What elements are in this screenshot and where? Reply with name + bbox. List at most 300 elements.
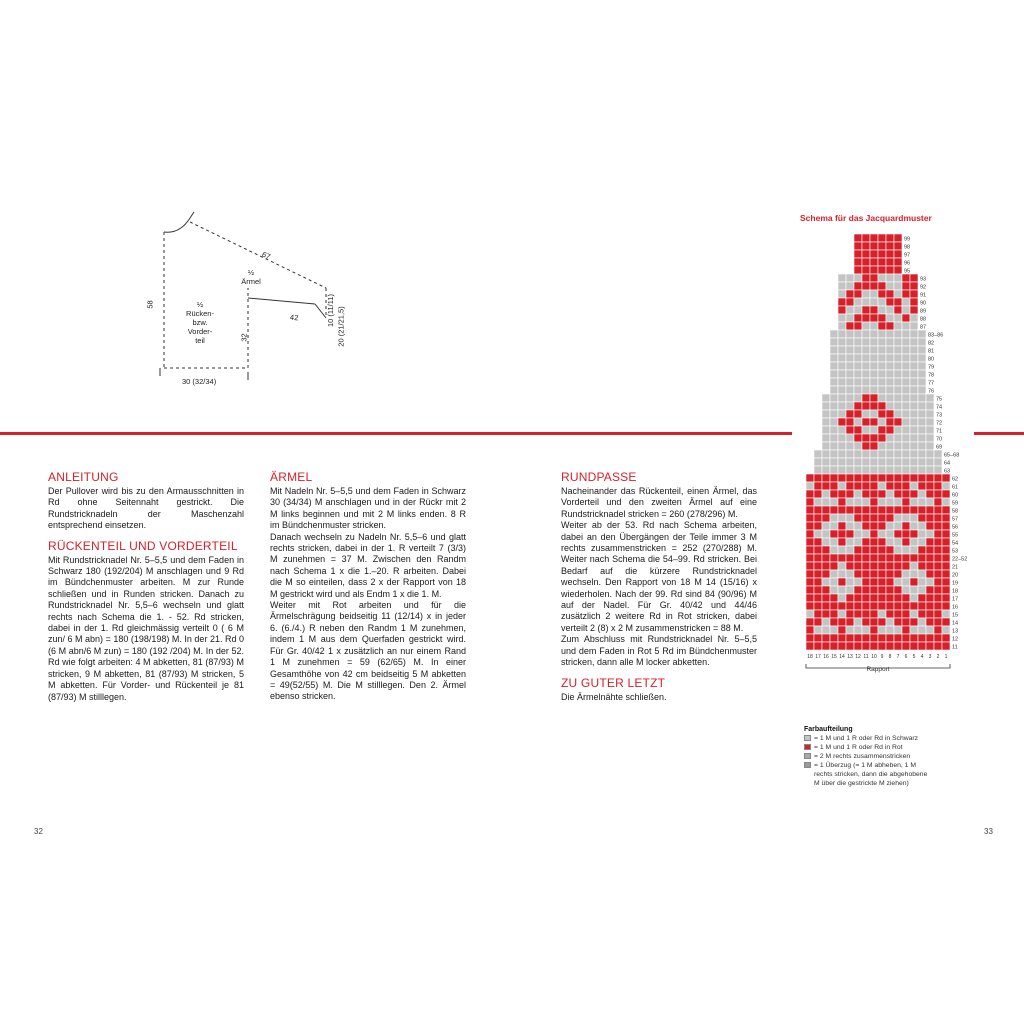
chart-row-label: 62 bbox=[952, 476, 959, 483]
chart-cell bbox=[894, 362, 902, 370]
chart-cell bbox=[838, 514, 846, 522]
chart-col-number: 1 bbox=[944, 654, 948, 660]
chart-cell bbox=[838, 370, 846, 378]
chart-cell bbox=[934, 538, 942, 546]
chart-cell bbox=[838, 586, 846, 594]
chart-cell bbox=[886, 530, 894, 538]
chart-cell bbox=[854, 354, 862, 362]
chart-cell bbox=[854, 530, 862, 538]
chart-cell bbox=[902, 546, 910, 554]
chart-col-number: 15 bbox=[831, 654, 837, 660]
chart-cell bbox=[894, 378, 902, 386]
chart-cell bbox=[926, 586, 934, 594]
chart-cell bbox=[902, 530, 910, 538]
chart-cell bbox=[918, 370, 926, 378]
chart-cell bbox=[894, 346, 902, 354]
chart-cell bbox=[918, 466, 926, 474]
chart-row-label: 89 bbox=[920, 308, 927, 315]
chart-cell bbox=[814, 634, 822, 642]
chart-cell bbox=[886, 266, 894, 274]
chart-cell bbox=[910, 474, 918, 482]
chart-cell bbox=[894, 610, 902, 618]
chart-cell bbox=[846, 474, 854, 482]
chart-cell bbox=[934, 626, 942, 634]
chart-row-label: 19 bbox=[952, 580, 959, 587]
chart-cell bbox=[862, 306, 870, 314]
chart-cell bbox=[878, 378, 886, 386]
chart-cell bbox=[878, 266, 886, 274]
chart-cell bbox=[846, 538, 854, 546]
chart-cell bbox=[854, 586, 862, 594]
chart-cell bbox=[838, 418, 846, 426]
chart-cell bbox=[862, 602, 870, 610]
chart-cell bbox=[878, 466, 886, 474]
chart-cell bbox=[814, 602, 822, 610]
chart-cell bbox=[862, 450, 870, 458]
chart-cell bbox=[862, 242, 870, 250]
chart-cell bbox=[894, 282, 902, 290]
chart-row-label: 56 bbox=[952, 524, 959, 531]
chart-row-label: 92 bbox=[920, 284, 927, 291]
chart-cell bbox=[838, 378, 846, 386]
chart-cell bbox=[830, 394, 838, 402]
chart-cell bbox=[870, 586, 878, 594]
chart-cell bbox=[902, 402, 910, 410]
chart-cell bbox=[822, 474, 830, 482]
chart-cell bbox=[918, 570, 926, 578]
chart-cell bbox=[926, 394, 934, 402]
chart-cell bbox=[926, 482, 934, 490]
chart-cell bbox=[878, 546, 886, 554]
chart-cell bbox=[934, 570, 942, 578]
chart-cell bbox=[806, 626, 814, 634]
chart-cell bbox=[862, 562, 870, 570]
chart-cell bbox=[838, 458, 846, 466]
chart-cell bbox=[886, 442, 894, 450]
chart-cell bbox=[838, 466, 846, 474]
chart-cell bbox=[806, 506, 814, 514]
chart-cell bbox=[910, 346, 918, 354]
chart-cell bbox=[902, 274, 910, 282]
chart-cell bbox=[902, 458, 910, 466]
chart-cell bbox=[838, 482, 846, 490]
chart-cell bbox=[862, 498, 870, 506]
chart-cell bbox=[894, 250, 902, 258]
chart-cell bbox=[902, 514, 910, 522]
chart-cell bbox=[902, 282, 910, 290]
chart-cell bbox=[910, 282, 918, 290]
chart-cell bbox=[878, 338, 886, 346]
chart-col-number: 12 bbox=[855, 654, 861, 660]
chart-cell bbox=[894, 538, 902, 546]
chart-cell bbox=[854, 450, 862, 458]
legend-item-black: = 1 M und 1 R oder Rd in Schwarz bbox=[804, 734, 927, 743]
chart-cell bbox=[894, 522, 902, 530]
chart-cell bbox=[854, 330, 862, 338]
chart-cell bbox=[926, 450, 934, 458]
chart-cell bbox=[886, 274, 894, 282]
chart-cell bbox=[854, 290, 862, 298]
chart-cell bbox=[870, 394, 878, 402]
chart-cell bbox=[910, 322, 918, 330]
chart-cell bbox=[862, 506, 870, 514]
chart-cell bbox=[830, 346, 838, 354]
chart-cell bbox=[846, 314, 854, 322]
chart-cell bbox=[862, 458, 870, 466]
chart-cell bbox=[910, 370, 918, 378]
chart-cell bbox=[806, 538, 814, 546]
chart-cell bbox=[870, 466, 878, 474]
chart-row-label: 74 bbox=[936, 404, 943, 411]
chart-cell bbox=[926, 434, 934, 442]
chart-cell bbox=[894, 602, 902, 610]
chart-cell bbox=[894, 426, 902, 434]
chart-cell bbox=[814, 586, 822, 594]
chart-cell bbox=[870, 530, 878, 538]
chart-cell bbox=[910, 634, 918, 642]
chart-cell bbox=[854, 418, 862, 426]
chart-cell bbox=[862, 290, 870, 298]
chart-col-number: 6 bbox=[904, 654, 908, 660]
chart-cell bbox=[854, 506, 862, 514]
chart-cell bbox=[878, 282, 886, 290]
chart-cell bbox=[894, 490, 902, 498]
chart-cell bbox=[846, 346, 854, 354]
chart-cell bbox=[822, 426, 830, 434]
chart-cell bbox=[838, 610, 846, 618]
chart-cell bbox=[894, 442, 902, 450]
chart-cell bbox=[870, 234, 878, 242]
chart-cell bbox=[934, 618, 942, 626]
chart-cell bbox=[854, 410, 862, 418]
chart-cell bbox=[838, 546, 846, 554]
text-rundpasse-2: Weiter ab der 53. Rd nach Schema arbeiten, dabei an den Übergängen der Teile immer 3 M rechts zusammenstricken = 252 (270/288) M. Weiter nach Schema die 54–99. Rd stricken. Bei Bedarf auf die kürzere Rundstricknadel wechseln. Den Rapport von 18 M 14 (15/16) x wiederholen. Nach der 99. Rd sind 84 (90/96) M auf der Nadel. Für Gr. 40/42 und 44/46 zusätzlich 2 weitere Rd in Rot stricken, dabei verteilt 2 (8) x 2 M zusammenstricken = 88 M. bbox=[561, 520, 757, 633]
chart-cell bbox=[846, 330, 854, 338]
chart-cell bbox=[886, 282, 894, 290]
chart-cell bbox=[902, 586, 910, 594]
chart-cell bbox=[878, 306, 886, 314]
chart-cell bbox=[918, 362, 926, 370]
chart-cell bbox=[838, 410, 846, 418]
chart-cell bbox=[902, 562, 910, 570]
chart-cell bbox=[838, 618, 846, 626]
chart-cell bbox=[854, 274, 862, 282]
chart-cell bbox=[902, 642, 910, 650]
chart-cell bbox=[854, 554, 862, 562]
chart-row-label: 75 bbox=[936, 396, 943, 403]
chart-cell bbox=[854, 602, 862, 610]
chart-cell bbox=[830, 434, 838, 442]
chart-cell bbox=[894, 458, 902, 466]
chart-cell bbox=[822, 434, 830, 442]
text-aermel-1: Mit Nadeln Nr. 5–5,5 und dem Faden in Schwarz 30 (34/34) M anschlagen und in der Rückr mit 2 M links beginnen und mit 2 M links enden. 8 R im Bündchenmuster stricken. bbox=[270, 486, 466, 531]
chart-cell bbox=[814, 570, 822, 578]
legend-item-skp-cont-1: rechts stricken, dann die abgehobene bbox=[814, 771, 928, 778]
chart-cell bbox=[846, 626, 854, 634]
chart-cell bbox=[918, 586, 926, 594]
chart-cell bbox=[854, 282, 862, 290]
rapport-label: Rapport bbox=[866, 666, 890, 673]
chart-cell bbox=[894, 354, 902, 362]
chart-cell bbox=[886, 402, 894, 410]
chart-cell bbox=[830, 386, 838, 394]
chart-cell bbox=[878, 322, 886, 330]
chart-cell bbox=[806, 562, 814, 570]
chart-cell bbox=[838, 354, 846, 362]
chart-cell bbox=[894, 322, 902, 330]
chart-cell bbox=[838, 362, 846, 370]
chart-cell bbox=[814, 474, 822, 482]
chart-cell bbox=[886, 586, 894, 594]
chart-cell bbox=[926, 466, 934, 474]
chart-cell bbox=[878, 626, 886, 634]
chart-cell bbox=[886, 602, 894, 610]
chart-cell bbox=[862, 434, 870, 442]
chart-cell bbox=[830, 594, 838, 602]
chart-cell bbox=[870, 354, 878, 362]
chart-cell bbox=[878, 434, 886, 442]
chart-cell bbox=[870, 362, 878, 370]
chart-cell bbox=[926, 442, 934, 450]
chart-cell bbox=[878, 418, 886, 426]
chart-cell bbox=[894, 634, 902, 642]
chart-cell bbox=[814, 466, 822, 474]
chart-cell bbox=[886, 610, 894, 618]
chart-cell bbox=[854, 466, 862, 474]
chart-cell bbox=[926, 530, 934, 538]
chart-cell bbox=[838, 594, 846, 602]
chart-cell bbox=[910, 314, 918, 322]
chart-cell bbox=[918, 602, 926, 610]
chart-cell bbox=[926, 498, 934, 506]
chart-cell bbox=[822, 538, 830, 546]
chart-cell bbox=[870, 546, 878, 554]
chart-cell bbox=[814, 626, 822, 634]
chart-cell bbox=[894, 394, 902, 402]
chart-cell bbox=[934, 474, 942, 482]
chart-cell bbox=[862, 522, 870, 530]
chart-cell bbox=[918, 482, 926, 490]
chart-cell bbox=[862, 554, 870, 562]
chart-cell bbox=[894, 506, 902, 514]
chart-cell bbox=[902, 498, 910, 506]
chart-cell bbox=[838, 290, 846, 298]
chart-cell bbox=[862, 426, 870, 434]
chart-cell bbox=[806, 586, 814, 594]
chart-cell bbox=[910, 498, 918, 506]
chart-cell bbox=[918, 514, 926, 522]
chart-cell bbox=[814, 458, 822, 466]
chart-row-label: 20 bbox=[952, 572, 959, 579]
chart-row-label: 17 bbox=[952, 596, 959, 603]
chart-cell bbox=[838, 346, 846, 354]
chart-cell bbox=[870, 330, 878, 338]
chart-cell bbox=[934, 602, 942, 610]
chart-cell bbox=[822, 410, 830, 418]
chart-cell bbox=[838, 602, 846, 610]
chart-cell bbox=[878, 442, 886, 450]
chart-cell bbox=[854, 594, 862, 602]
chart-cell bbox=[894, 434, 902, 442]
section-rule-left bbox=[0, 432, 792, 435]
chart-cell bbox=[878, 594, 886, 602]
chart-cell bbox=[862, 410, 870, 418]
chart-cell bbox=[942, 546, 950, 554]
chart-cell bbox=[846, 522, 854, 530]
chart-row-label: 15 bbox=[952, 612, 959, 619]
chart-cell bbox=[918, 402, 926, 410]
chart-cell bbox=[942, 474, 950, 482]
chart-cell bbox=[934, 466, 942, 474]
column-aermel bbox=[270, 470, 466, 703]
chart-cell bbox=[822, 626, 830, 634]
chart-cell bbox=[846, 642, 854, 650]
chart-cell bbox=[910, 530, 918, 538]
chart-cell bbox=[902, 362, 910, 370]
chart-cell bbox=[870, 338, 878, 346]
chart-row-label: 78 bbox=[928, 372, 935, 379]
chart-cell bbox=[910, 338, 918, 346]
chart-cell bbox=[886, 482, 894, 490]
chart-cell bbox=[902, 354, 910, 362]
chart-cell bbox=[926, 410, 934, 418]
chart-cell bbox=[910, 402, 918, 410]
chart-cell bbox=[870, 402, 878, 410]
chart-cell bbox=[878, 522, 886, 530]
chart-cell bbox=[886, 426, 894, 434]
chart-cell bbox=[838, 578, 846, 586]
chart-cell bbox=[942, 626, 950, 634]
dim-diagonal: 67 bbox=[260, 249, 272, 262]
chart-cell bbox=[902, 554, 910, 562]
chart-cell bbox=[926, 634, 934, 642]
chart-cell bbox=[886, 322, 894, 330]
chart-row-label: 22–52 bbox=[952, 556, 968, 563]
chart-cell bbox=[886, 354, 894, 362]
chart-row-label: 60 bbox=[952, 492, 959, 499]
chart-cell bbox=[862, 274, 870, 282]
page-number-left: 32 bbox=[34, 827, 43, 836]
chart-cell bbox=[862, 618, 870, 626]
chart-cell bbox=[830, 522, 838, 530]
chart-row-label: 88 bbox=[920, 316, 927, 323]
chart-cell bbox=[886, 570, 894, 578]
chart-cell bbox=[838, 322, 846, 330]
chart-cell bbox=[942, 610, 950, 618]
chart-cell bbox=[910, 482, 918, 490]
chart-cell bbox=[934, 490, 942, 498]
chart-cell bbox=[854, 482, 862, 490]
chart-col-number: 9 bbox=[880, 654, 884, 660]
chart-cell bbox=[894, 410, 902, 418]
chart-cell bbox=[918, 594, 926, 602]
chart-cell bbox=[830, 634, 838, 642]
chart-cell bbox=[814, 618, 822, 626]
chart-cell bbox=[830, 618, 838, 626]
chart-cell bbox=[894, 482, 902, 490]
page-number-right: 33 bbox=[984, 827, 993, 836]
chart-cell bbox=[878, 458, 886, 466]
chart-cell bbox=[854, 626, 862, 634]
chart-cell bbox=[862, 594, 870, 602]
chart-cell bbox=[854, 378, 862, 386]
chart-cell bbox=[838, 402, 846, 410]
chart-cell bbox=[846, 562, 854, 570]
chart-cell bbox=[870, 610, 878, 618]
chart-cell bbox=[910, 490, 918, 498]
chart-cell bbox=[878, 346, 886, 354]
chart-cell bbox=[862, 330, 870, 338]
chart-cell bbox=[814, 530, 822, 538]
chart-cell bbox=[846, 570, 854, 578]
chart-cell bbox=[894, 642, 902, 650]
chart-cell bbox=[862, 514, 870, 522]
chart-cell bbox=[878, 290, 886, 298]
chart-cell bbox=[942, 594, 950, 602]
chart-cell bbox=[926, 642, 934, 650]
chart-cell bbox=[886, 490, 894, 498]
chart-cell bbox=[878, 634, 886, 642]
chart-cell bbox=[870, 458, 878, 466]
chart-cell bbox=[806, 530, 814, 538]
chart-cell bbox=[886, 506, 894, 514]
chart-cell bbox=[870, 282, 878, 290]
chart-cell bbox=[870, 434, 878, 442]
chart-cell bbox=[886, 362, 894, 370]
chart-cell bbox=[838, 522, 846, 530]
chart-cell bbox=[838, 530, 846, 538]
chart-cell bbox=[838, 538, 846, 546]
chart-cell bbox=[934, 458, 942, 466]
chart-row-label: 59 bbox=[952, 500, 959, 507]
chart-cell bbox=[838, 274, 846, 282]
chart-cell bbox=[910, 442, 918, 450]
chart-cell bbox=[902, 434, 910, 442]
chart-cell bbox=[910, 618, 918, 626]
chart-cell bbox=[894, 578, 902, 586]
chart-row-label: 70 bbox=[936, 436, 943, 443]
chart-cell bbox=[830, 602, 838, 610]
chart-row-label: 53 bbox=[952, 548, 959, 555]
chart-cell bbox=[926, 578, 934, 586]
chart-cell bbox=[862, 250, 870, 258]
chart-cell bbox=[838, 554, 846, 562]
chart-cell bbox=[854, 394, 862, 402]
chart-cell bbox=[918, 434, 926, 442]
chart-cell bbox=[822, 522, 830, 530]
legend-item-red: = 1 M und 1 R oder Rd in Rot bbox=[804, 743, 927, 752]
chart-cell bbox=[910, 562, 918, 570]
chart-cell bbox=[894, 266, 902, 274]
chart-cell bbox=[814, 546, 822, 554]
chart-cell bbox=[822, 594, 830, 602]
chart-row-label: 65–68 bbox=[944, 452, 960, 459]
chart-cell bbox=[870, 370, 878, 378]
chart-cell bbox=[918, 346, 926, 354]
chart-cell bbox=[894, 330, 902, 338]
chart-cell bbox=[918, 426, 926, 434]
dim-cuff-b: 20 (21/21,5) bbox=[336, 306, 346, 347]
chart-cell bbox=[862, 394, 870, 402]
chart-cell bbox=[902, 386, 910, 394]
chart-cell bbox=[918, 442, 926, 450]
chart-cell bbox=[902, 474, 910, 482]
chart-cell bbox=[926, 514, 934, 522]
chart-cell bbox=[870, 474, 878, 482]
chart-cell bbox=[902, 426, 910, 434]
chart-cell bbox=[902, 610, 910, 618]
chart-cell bbox=[902, 338, 910, 346]
